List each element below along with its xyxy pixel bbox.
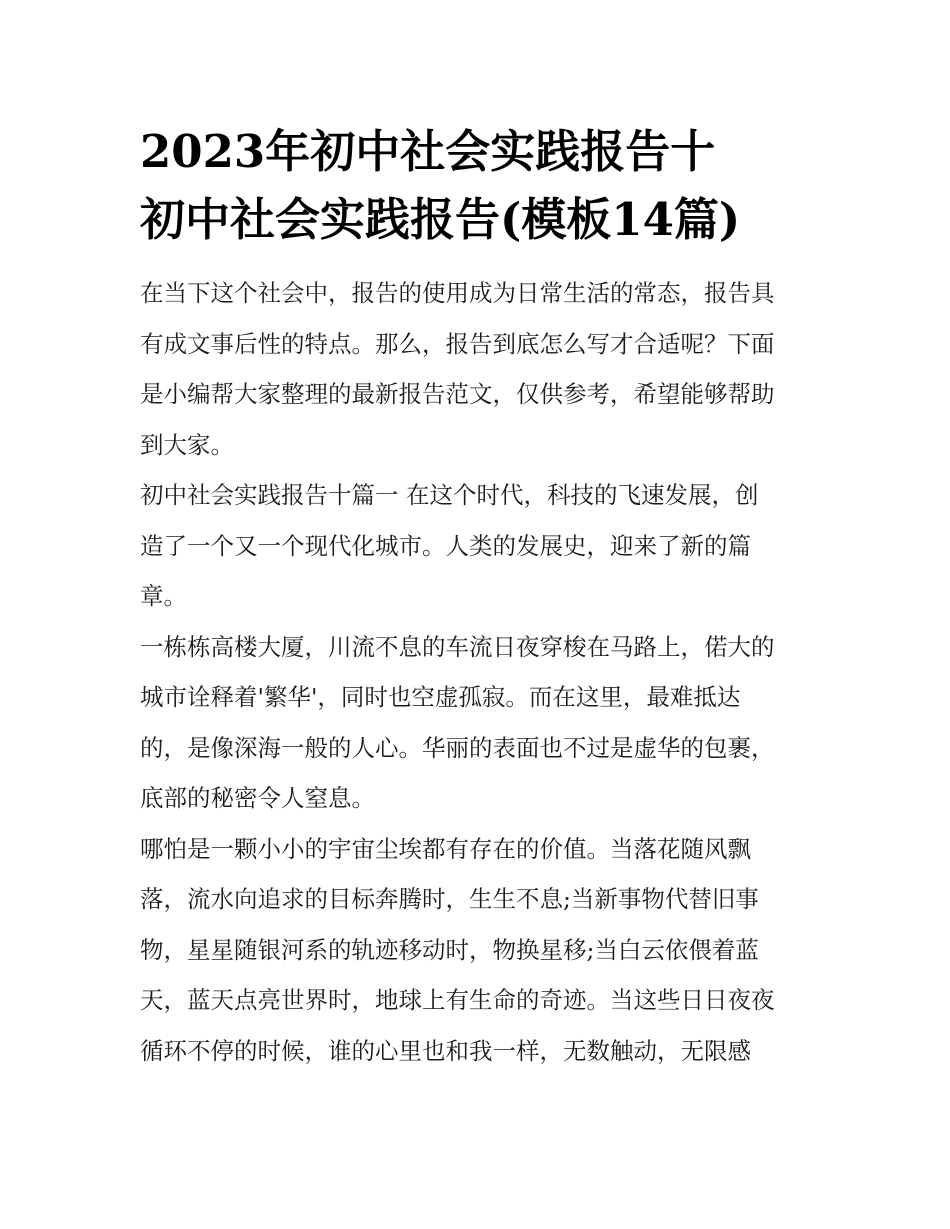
body-line: 城市诠释着'繁华'，同时也空虚孤寂。而在这里，最难抵达 (140, 683, 741, 711)
body-line: 有成文事后性的特点。那么，报告到底怎么写才合适呢？下面 (140, 329, 775, 358)
body-line: 的，是像深海一般的人心。华丽的表面也不过是虚华的包裹， (140, 733, 775, 762)
body-line: 哪怕是一颗小小的宇宙尘埃都有存在的价值。当落花随风飘 (140, 834, 751, 863)
body-line: 造了一个又一个现代化城市。人类的发展史，迎来了新的篇 (140, 531, 751, 560)
document-content (140, 118, 820, 1076)
body-line: 章。 (140, 582, 187, 610)
body-line: 落，流水向追求的目标奔腾时，生生不息;当新事物代替旧事 (140, 885, 759, 913)
body-line: 天，蓝天点亮世界时，地球上有生命的奇迹。当这些日日夜夜 (140, 986, 775, 1014)
body-line: 循环不停的时候，谁的心里也和我一样，无数触动，无限感 (140, 1036, 751, 1065)
body-line: 一栋栋高楼大厦，川流不息的车流日夜穿梭在马路上，偌大的 (140, 632, 775, 661)
body-line: 底部的秘密令人窒息。 (140, 784, 375, 812)
body-line: 在当下这个社会中，报告的使用成为日常生活的常态，报告具 (140, 279, 775, 307)
body-line: 是小编帮大家整理的最新报告范文，仅供参考，希望能够帮助 (140, 380, 775, 408)
body-line: 到大家。 (140, 430, 234, 459)
document-title-line-2: 初中社会实践报告(模板14篇) (140, 193, 741, 246)
body-line: 物，星星随银河系的轨迹移动时，物换星移;当白云依偎着蓝 (140, 935, 759, 964)
body-line: 初中社会实践报告十篇一 在这个时代，科技的飞速发展，创 (140, 481, 759, 509)
document-body (140, 268, 820, 1076)
document-title-line-1: 2023年初中社会实践报告十 (140, 125, 716, 178)
